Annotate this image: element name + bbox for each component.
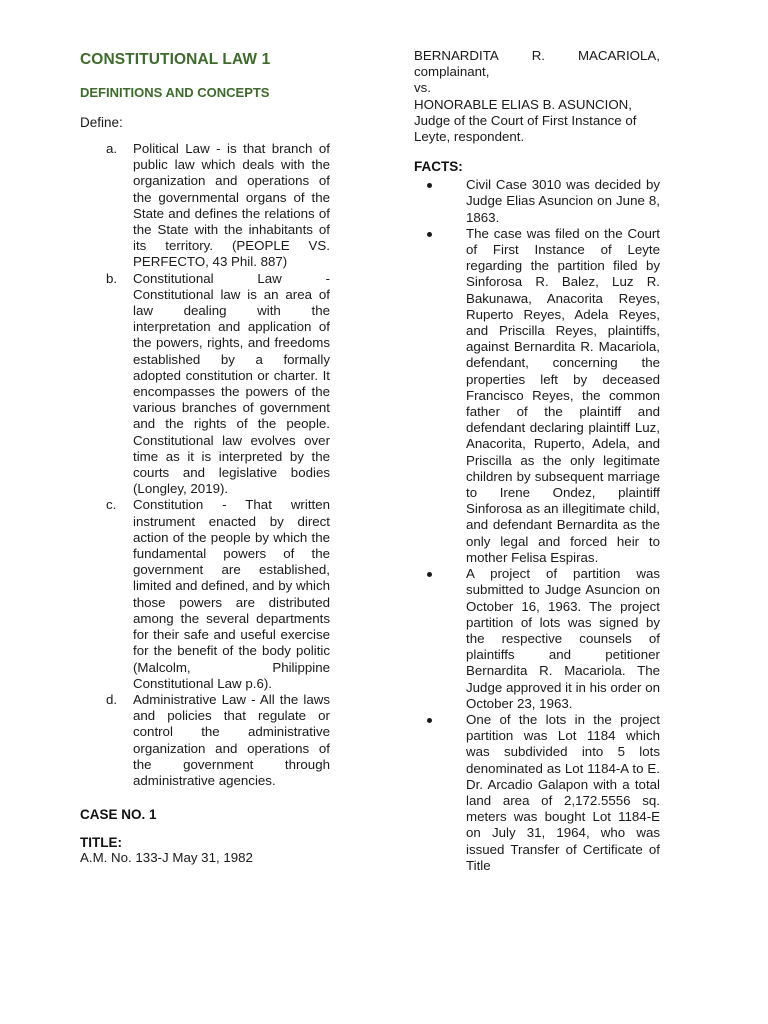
title-label: TITLE: xyxy=(80,835,122,851)
complainant-last-name: MACARIOLA, xyxy=(577,48,660,63)
definition-text: Administrative Law - All the laws and policies that regulate or control the administrative organization and operations of the government through administrative agencies. xyxy=(133,691,330,788)
fact-text: One of the lots in the project partition was Lot 1184 which was subdivided into 5 lots denominated as Lot 1184-A to E. Dr. Arcadio Galapon with a total land area of 2,172.5556 sq. meters was bought Lot 1184-E on July 31, 1964, who was issued Transfer of Certificate of Title xyxy=(466,711,660,873)
fact-item xyxy=(414,177,660,226)
bullet-icon xyxy=(427,183,432,188)
facts-list xyxy=(414,177,660,874)
definition-item xyxy=(80,497,330,691)
page-title: CONSTITUTIONAL LAW 1 xyxy=(80,51,271,68)
definition-text: Constitutional Law - Constitutional law is an area of law dealing with the interpretation and application of the powers, rights, and freedoms established by a formally adopted constitution or charter. It encompasses the powers of the various branches of government and the rights of the people. Constitutional law evolves over time as it is interpreted by the courts and legislative bodies (Longley, 2019). xyxy=(133,270,330,497)
definition-marker: b. xyxy=(106,270,118,286)
definition-marker: d. xyxy=(106,691,118,707)
define-label: Define: xyxy=(80,115,123,130)
complainant-role: complainant, xyxy=(414,64,490,80)
fact-item xyxy=(414,712,660,874)
fact-text: The case was filed on the Court of First Instance of Leyte regarding the partition filed by Sinforosa R. Balez, Luz R. Bakunawa, Anacorita Reyes, Ruperto Reyes, Adela Reyes, and Priscilla Reyes, plaintiffs, against Bernardita R. Macariola, defendant, concerning the properties left by deceased Francisco Reyes, the common father of the plaintiff and defendant declaring plaintiff Luz, Anacorita, Ruperto, Adela, and Priscilla as the only legitimate children by subsequent marriage to Irene Ondez, plaintiff Sinforosa as an illegitimate child, and defendant Bernardita as the only legal and forced heir to mother Felisa Espiras. xyxy=(466,225,660,565)
complainant-name xyxy=(414,48,660,64)
fact-text: Civil Case 3010 was decided by Judge Elias Asuncion on June 8, 1863. xyxy=(466,177,660,225)
fact-item xyxy=(414,226,660,566)
facts-label: FACTS: xyxy=(414,159,463,175)
definition-marker: a. xyxy=(106,141,118,156)
right-column xyxy=(414,48,660,874)
definition-text: Political Law - is that branch of public law which deals with the organization and operations of the governmental organs of the State and defines the relations of the State with the inhabitants of its territory. (PEOPLE VS. PERFECTO, 43 Phil. 887) xyxy=(133,141,330,270)
bullet-icon xyxy=(427,572,432,577)
definition-item xyxy=(80,692,330,789)
versus-label: vs. xyxy=(414,80,431,96)
respondent-name: HONORABLE ELIAS B. ASUNCION, xyxy=(414,96,632,112)
left-column xyxy=(80,46,330,866)
case-number: CASE NO. 1 xyxy=(80,807,157,823)
fact-item xyxy=(414,566,660,712)
definition-item xyxy=(80,271,330,498)
definition-marker: c. xyxy=(106,497,117,513)
bullet-icon xyxy=(427,718,432,723)
complainant-middle-initial: R. xyxy=(531,48,545,63)
complainant-first-name: BERNARDITA xyxy=(414,48,499,63)
definition-text: Constitution - That written instrument enacted by direct action of the people by which the fundamental powers of the government are established, limited and defined, and by which those powers are distributed among the several departments for their safe and useful exercise for the benefit of the body politic (Malcolm, Philippine Constitutional Law p.6). xyxy=(133,497,330,691)
definition-item xyxy=(80,141,330,271)
fact-text: A project of partition was submitted to Judge Asuncion on October 16, 1963. The project partition of lots was signed by the respective counsels of plaintiffs and petitioner Bernardita R. Macariola. The Judge approved it in his order on October 23, 1963. xyxy=(466,566,660,711)
respondent-role: Judge of the Court of First Instance of Leyte, respondent. xyxy=(414,112,637,145)
bullet-icon xyxy=(427,232,432,237)
title-value: A.M. No. 133-J May 31, 1982 xyxy=(80,850,253,866)
definitions-list xyxy=(80,141,330,789)
section-heading: DEFINITIONS AND CONCEPTS xyxy=(80,85,270,100)
